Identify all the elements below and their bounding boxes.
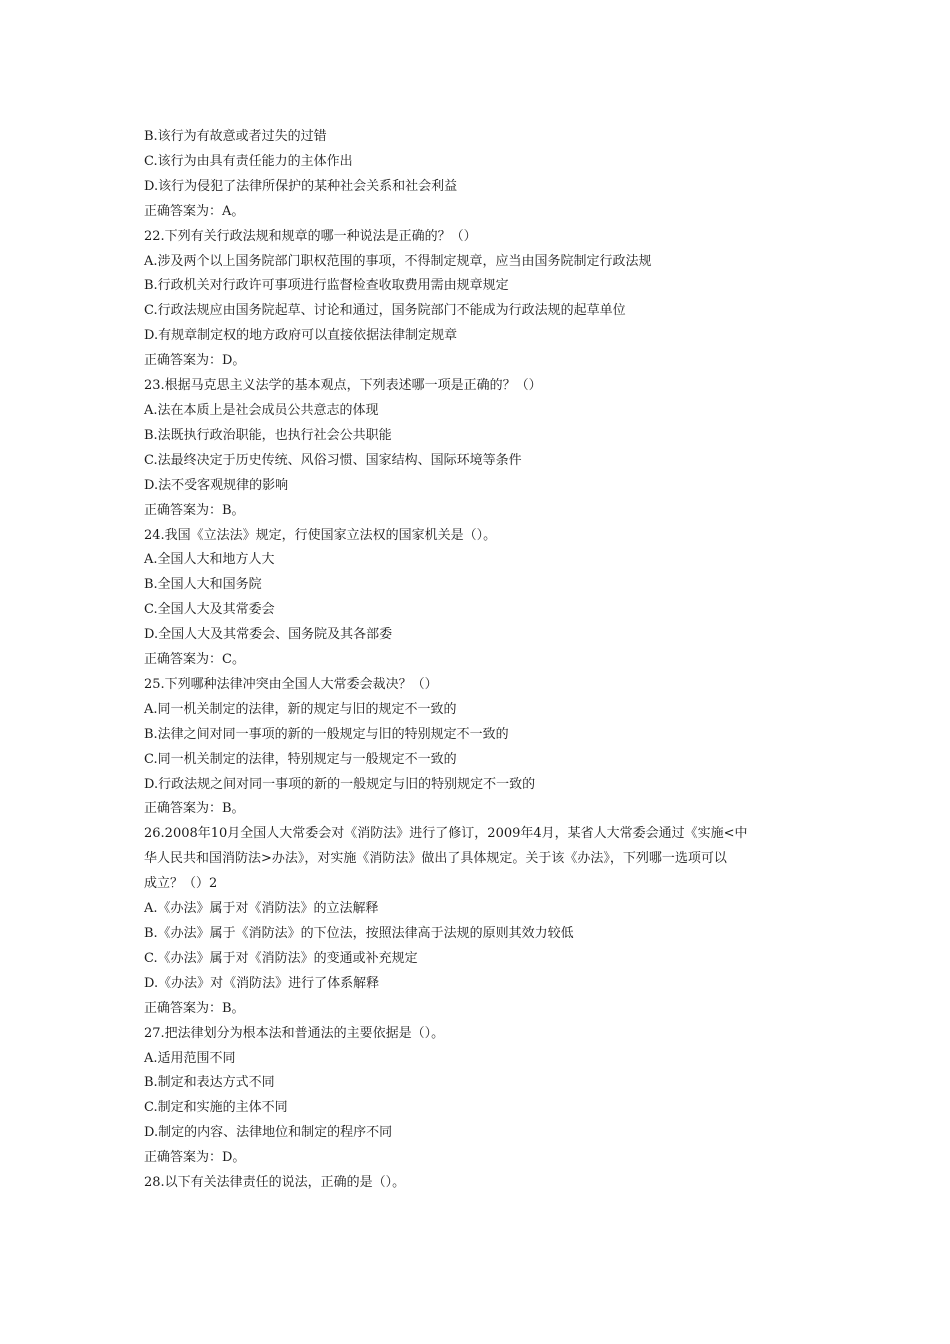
answer-line: 正确答案为：A。: [144, 203, 245, 219]
option-line: B.《办法》属于《消防法》的下位法，按照法律高于法规的原则其效力较低: [144, 926, 574, 941]
option-line: C.行政法规应由国务院起草、讨论和通过，国务院部门不能成为行政法规的起草单位: [144, 303, 626, 319]
option-line: D.行政法规之间对同一事项的新的一般规定与旧的特别规定不一致的: [144, 776, 536, 792]
answer-line: 正确答案为：D。: [144, 353, 246, 369]
question-line: 成立？（）2: [144, 876, 218, 892]
option-line: D.《办法》对《消防法》进行了体系解释: [144, 975, 380, 991]
answer-line: 正确答案为：B。: [144, 801, 245, 817]
question-line: 华人民共和国消防法>办法》，对实施《消防法》做出了具体规定。关于该《办法》，下列哪一选项可以: [144, 851, 727, 867]
question-line: 22.下列有关行政法规和规章的哪一种说法是正确的？（）: [144, 228, 477, 244]
answer-line: 正确答案为：C。: [144, 652, 245, 668]
option-line: D.法不受客观规律的影响: [144, 477, 289, 493]
question-line: 24.我国《立法法》规定，行使国家立法权的国家机关是（）。: [144, 527, 497, 543]
option-line: D.全国人大及其常委会、国务院及其各部委: [144, 627, 393, 643]
option-line: A.涉及两个以上国务院部门职权范围的事项，不得制定规章，应当由国务院制定行政法规: [144, 253, 652, 269]
option-line: B.行政机关对行政许可事项进行监督检查收取费用需由规章规定: [144, 278, 509, 294]
question-line: 23.根据马克思主义法学的基本观点，下列表述哪一项是正确的？（）: [144, 378, 542, 394]
option-line: C.同一机关制定的法律，特别规定与一般规定不一致的: [144, 751, 457, 767]
option-line: B.全国人大和国务院: [144, 577, 262, 593]
option-line: C.法最终决定于历史传统、风俗习惯、国家结构、国际环境等条件: [144, 452, 522, 468]
option-line: C.该行为由具有责任能力的主体作出: [144, 153, 353, 169]
option-line: A.法在本质上是社会成员公共意志的体现: [144, 402, 379, 418]
answer-line: 正确答案为：D。: [144, 1150, 246, 1166]
question-line: 26.2008年10月全国人大常委会对《消防法》进行了修订，2009年4月，某省人大常委会通过《实施<中: [144, 826, 748, 842]
option-line: C.《办法》属于对《消防法》的变通或补充规定: [144, 950, 418, 966]
option-line: C.全国人大及其常委会: [144, 602, 275, 618]
answer-line: 正确答案为：B。: [144, 1000, 245, 1016]
question-line: 27.把法律划分为根本法和普通法的主要依据是（）。: [144, 1025, 445, 1041]
answer-line: 正确答案为：B。: [144, 502, 245, 518]
option-line: D.制定的内容、法律地位和制定的程序不同: [144, 1125, 393, 1141]
option-line: A.全国人大和地方人大: [144, 552, 275, 568]
document-body: [144, 125, 812, 1196]
option-line: A.适用范围不同: [144, 1050, 236, 1066]
option-line: D.该行为侵犯了法律所保护的某种社会关系和社会利益: [144, 178, 458, 194]
option-line: D.有规章制定权的地方政府可以直接依据法律制定规章: [144, 328, 458, 344]
option-line: B.该行为有故意或者过失的过错: [144, 129, 327, 144]
option-line: B.制定和表达方式不同: [144, 1075, 275, 1091]
option-line: A.《办法》属于对《消防法》的立法解释: [144, 901, 379, 917]
option-line: B.法既执行政治职能，也执行社会公共职能: [144, 427, 392, 443]
question-line: 28.以下有关法律责任的说法，正确的是（）。: [144, 1175, 406, 1191]
option-line: A.同一机关制定的法律，新的规定与旧的规定不一致的: [144, 701, 457, 717]
option-line: C.制定和实施的主体不同: [144, 1100, 288, 1116]
question-line: 25.下列哪种法律冲突由全国人大常委会裁决？（）: [144, 676, 438, 692]
option-line: B.法律之间对同一事项的新的一般规定与旧的特别规定不一致的: [144, 726, 509, 742]
